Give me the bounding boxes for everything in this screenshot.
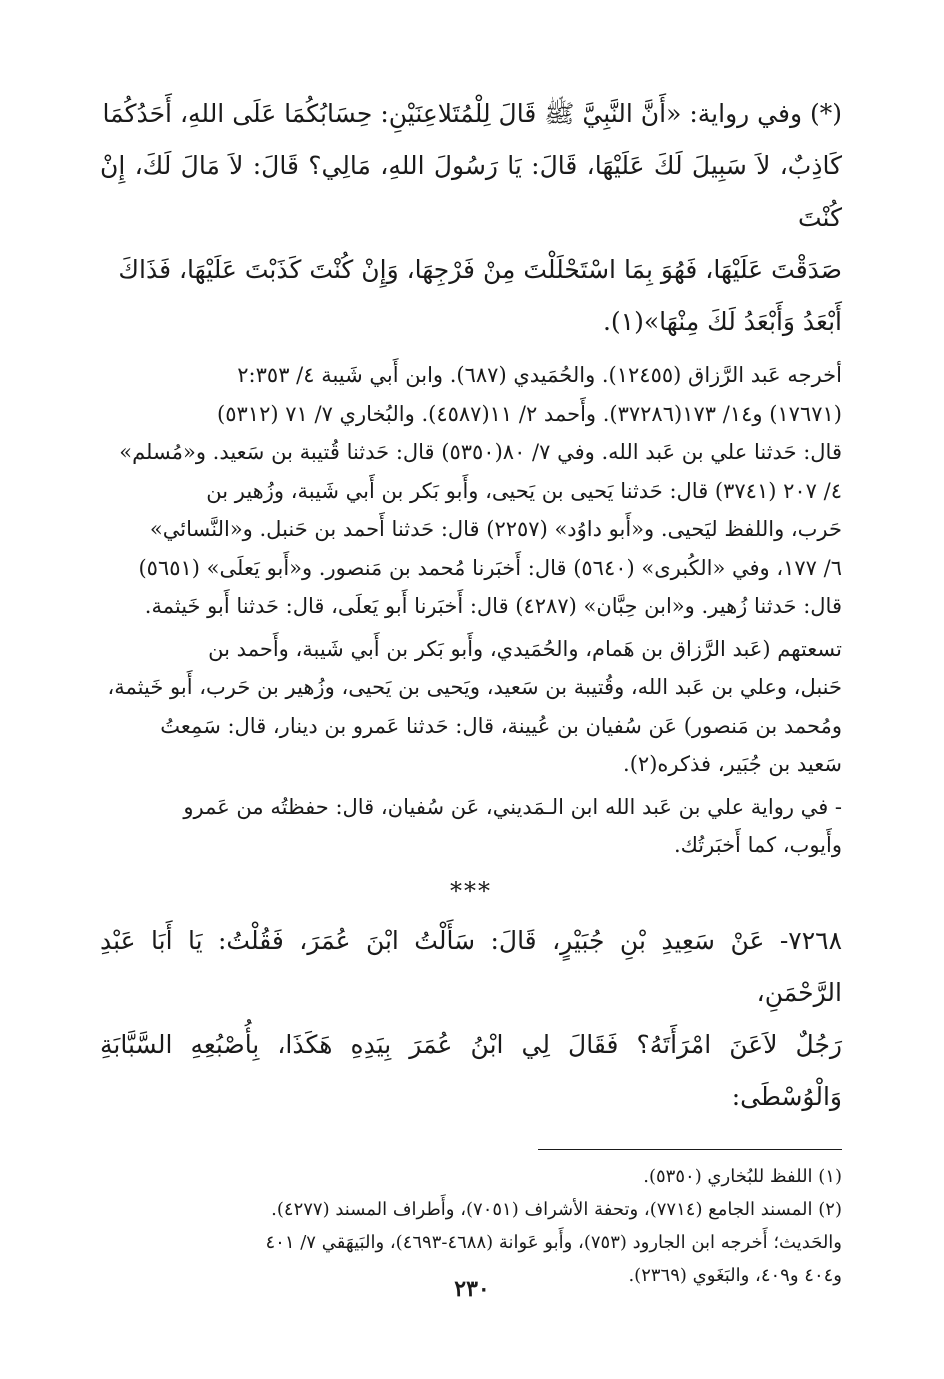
- page-body: [100, 88, 842, 1292]
- hadith-7268-paragraph: ٧٢٦٨- عَنْ سَعِيدِ بْنِ جُبَيْرٍ، قَالَ: سَأَلْتُ ابْنَ عُمَرَ، فَقُلْتُ: يَا أَبَا عَبْدِ الرَّحْمَنِ، رَجُلٌ لاَعَنَ امْرَأَتَهُ؟ فَقَالَ لِي ابْنُ عُمَرَ بِيَدِهِ هَكَذَا، بِأُصْبُعِهِ السَّبَّابَةِ وَالْوُسْطَى:: [100, 925, 842, 1111]
- section-separator: ***: [450, 876, 492, 905]
- footnote-2: (٢) المسند الجامع (٧٧١٤)، وتحفة الأشراف (٧٠٥١)، وأَطراف المسند (٤٢٧٧).: [271, 1198, 842, 1220]
- narration-note-paragraph: - في رواية علي بن عَبد الله ابن الـمَديني، عَن سُفيان، قال: حفظتُه من عَمرو وأَيوب، كما أَخبَرتُك.: [183, 794, 842, 857]
- footnote-1: (١) اللفظ للبُخاري (٥٣٥٠).: [643, 1165, 842, 1187]
- footnote-divider: [538, 1149, 842, 1150]
- footnote-2-continued: والحَديث؛ أَخرجه ابن الجارود (٧٥٣)، وأَبو عَوانة (٤٦٨٨-٤٦٩٣)، والبَيهَقي ٧/ ٤٠١ و٤٠٤ و٤٠٩، والبَغَوي (٢٣٦٩).: [265, 1231, 842, 1286]
- narrators-paragraph: تسعتهم (عَبد الرَّزاق بن هَمام، والحُمَيدي، وأَبو بَكر بن أَبي شَيبة، وأَحمد بن حَنبل، وعلي بن عَبد الله، وقُتيبة بن سَعيد، ويَحيى بن يَحيى، وزُهير بن حَرب، أَبو خَيثمة، ومُحمد بن مَنصور) عَن سُفيان بن عُيينة، قال: حَدثنا عَمرو بن دينار، قال: سَمِعتُ سَعيد بن جُبَير، فذكره(٢).: [107, 636, 842, 776]
- takhrij-paragraph: أخرجه عَبد الرَّزاق (١٢٤٥٥). والحُمَيدي (٦٨٧). وابن أَبي شَيبة ٤/ ٢:٣٥٣ (١٧٦٧١) و١٤/ ١٧٣(٣٧٢٨٦). وأَحمد ٢/ ١١(٤٥٨٧). والبُخاري ٧/ ٧١ (٥٣١٢) قال: حَدثنا علي بن عَبد الله. وفي ٧/ ٨٠(٥٣٥٠) قال: حَدثنا قُتيبة بن سَعيد. و«مُسلم» ٤/ ٢٠٧ (٣٧٤١) قال: حَدثنا يَحيى بن يَحيى، وأَبو بَكر بن أَبي شَيبة، وزُهير بن حَرب، واللفظ ليَحيى. و«أَبو داوُد» (٢٢٥٧) قال: حَدثنا أَحمد بن حَنبل. و«النَّسائي» ٦/ ١٧٧، وفي «الكُبرى» (٥٦٤٠) قال: أَخبَرنا مُحمد بن مَنصور. و«أَبو يَعلَى» (٥٦٥١) قال: حَدثنا زُهير. و«ابن حِبَّان» (٤٢٨٧) قال: أَخبَرنا أَبو يَعلَى، قال: حَدثنا أَبو خَيثمة.: [119, 363, 842, 618]
- page-number: ٢٣٠: [454, 1276, 490, 1302]
- hadith-variant-paragraph: (*) وفي رواية: «أَنَّ النَّبِيَّ ﷺ قَالَ لِلْمُتَلاعِنَيْنِ: حِسَابُكُمَا عَلَى اللهِ، أَحَدُكُمَا كَاذِبٌ، لاَ سَبِيلَ لَكَ عَلَيْهَا، قَالَ: يَا رَسُولَ اللهِ، مَالِي؟ قَالَ: لاَ مَالَ لَكَ، إِنْ كُنْتَ صَدَقْتَ عَلَيْهَا، فَهُوَ بِمَا اسْتَحْلَلْتَ مِنْ فَرْجِهَا، وَإِنْ كُنْتَ كَذَبْتَ عَلَيْهَا، فَذَاكَ أَبْعَدُ وَأَبْعَدُ لَكَ مِنْهَا»(١).: [100, 99, 842, 336]
